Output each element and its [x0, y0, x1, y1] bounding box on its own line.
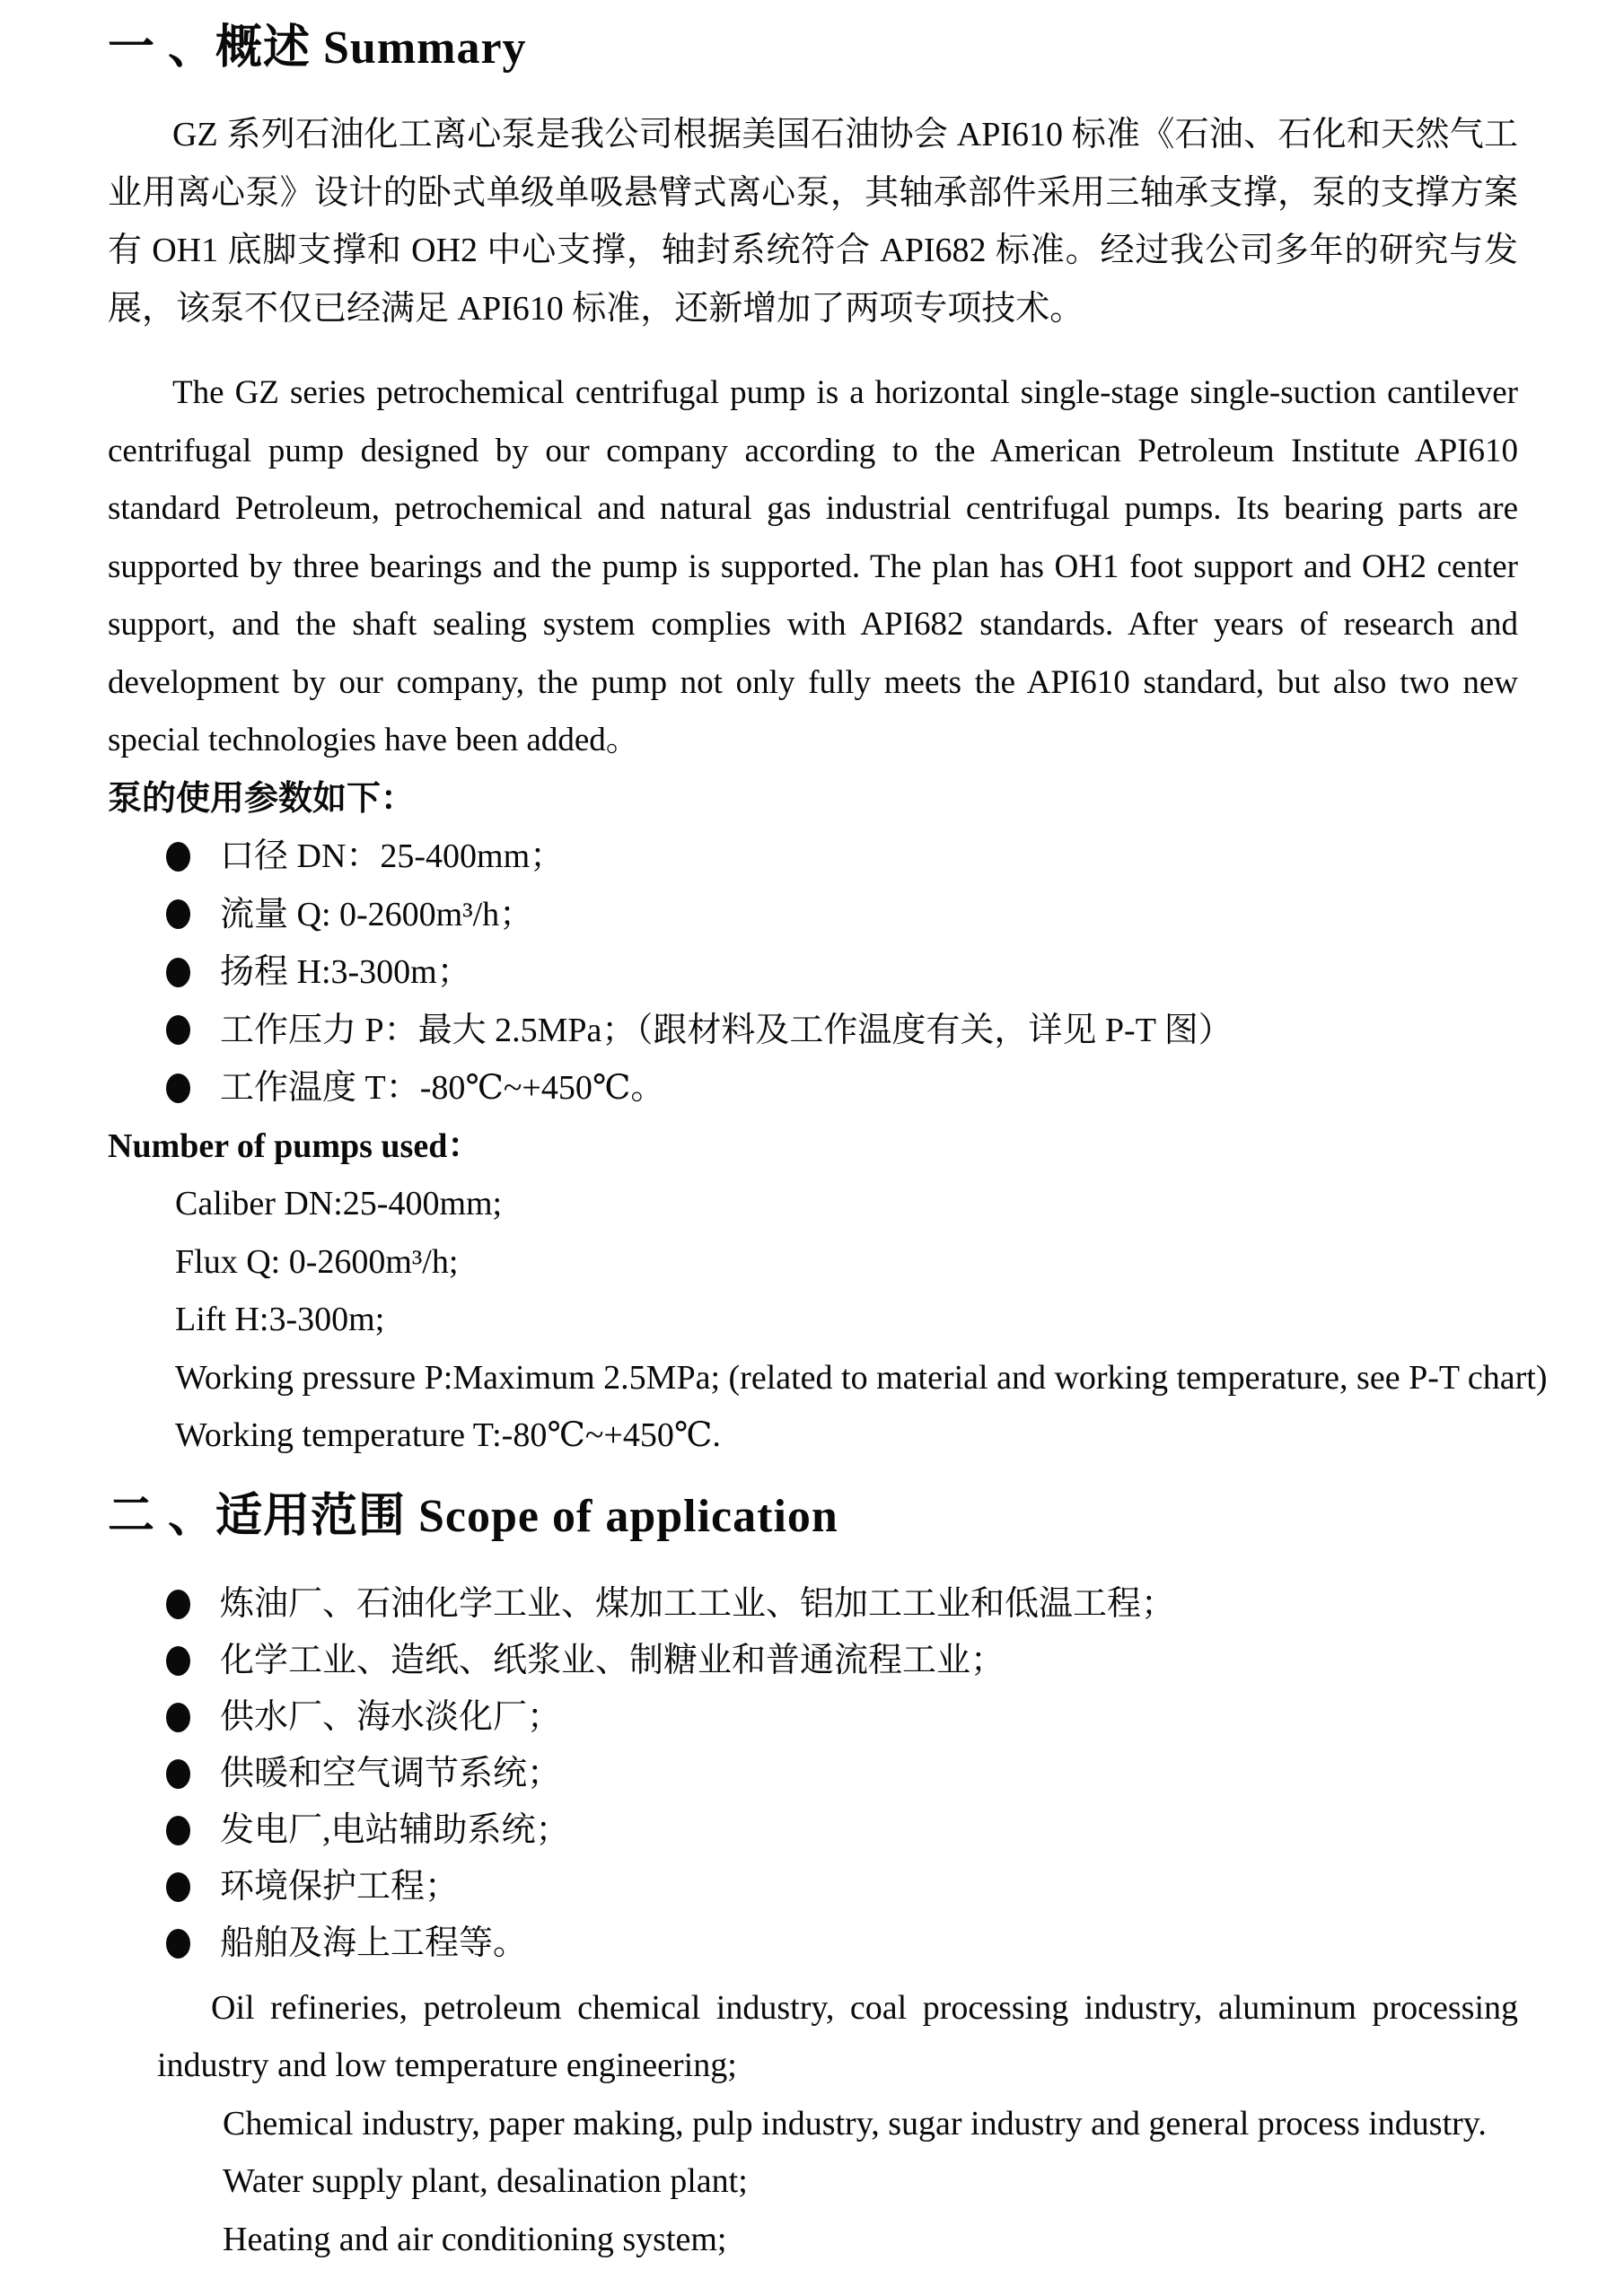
- section2-heading: 二 、适用范围 Scope of application: [108, 1490, 838, 1542]
- section1-paragraph-zh: GZ 系列石油化工离心泵是我公司根据美国石油协会 API610 标准《石油、石化和天然气工业用离心泵》设计的卧式单级单吸悬臂式离心泵，其轴承部件采用三轴承支撑，泵的支撑方案有 OH1 底脚支撑和 OH2 中心支撑，轴封系统符合 API682 标准。经过我公司多年的研究与发展，该泵不仅已经满足 API610 标准，还新增加了两项专项技术。: [108, 116, 1518, 328]
- list-item: [108, 1576, 1518, 1633]
- list-item: [108, 1059, 1518, 1117]
- list-item: [108, 943, 1518, 1002]
- params-zh-label: 泵的使用参数如下：: [108, 779, 416, 818]
- bullet-icon: [166, 1929, 190, 1959]
- scope-en-paragraph: Oil refineries, petroleum chemical industry, coal processing industry, aluminum processing industry and low temperature engineering;: [157, 1988, 1518, 2084]
- scope-zh-text: 供暖和空气调节系统；: [220, 1754, 562, 1792]
- bullet-icon: [166, 842, 190, 872]
- scope-zh-text: 发电厂,电站辅助系统；: [220, 1810, 570, 1849]
- bullet-icon: [166, 1872, 190, 1902]
- scope-zh-text: 供水厂、海水淡化厂；: [220, 1697, 562, 1736]
- scope-zh-text: 化学工业、造纸、纸浆业、制糖业和普通流程工业；: [220, 1641, 1005, 1679]
- list-item: [108, 828, 1518, 886]
- bullet-icon: [166, 899, 190, 929]
- bullet-icon: [166, 1590, 190, 1619]
- params-en-list: [108, 1175, 1548, 1465]
- bullet-icon: [166, 1759, 190, 1789]
- param-zh-text: 工作温度 T：-80℃~+450℃。: [220, 1069, 665, 1107]
- bullet-icon: [166, 1646, 190, 1676]
- list-item: [108, 1633, 1518, 1689]
- list-item: [108, 886, 1518, 944]
- list-item: [108, 1802, 1518, 1859]
- scope-en-line: Chemical industry, paper making, pulp industry, sugar industry and general process industry.: [223, 2104, 1487, 2143]
- param-en-line: Working pressure P:Maximum 2.5MPa; (related to material and working temperature, see P-T chart): [175, 1358, 1548, 1397]
- list-item: [108, 1915, 1518, 1972]
- list-item: [108, 1002, 1518, 1060]
- params-en-label: Number of pumps used：: [108, 1126, 482, 1165]
- list-item: [108, 1746, 1518, 1802]
- scope-zh-text: 船舶及海上工程等。: [220, 1924, 528, 1962]
- scope-en-line: Heating and air conditioning system;: [223, 2220, 727, 2258]
- scope-zh-text: 环境保护工程；: [220, 1867, 460, 1906]
- param-en-line: Lift H:3-300m;: [175, 1301, 385, 1338]
- list-item: [108, 1689, 1518, 1746]
- param-zh-text: 工作压力 P：最大 2.5MPa；（跟材料及工作温度有关，详见 P-T 图）: [220, 1011, 1233, 1049]
- scope-zh-list: [108, 1576, 1518, 1972]
- list-item: [108, 1859, 1518, 1915]
- params-zh-list: [108, 828, 1518, 1117]
- scope-zh-text: 炼油厂、石油化学工业、煤加工工业、铝加工工业和低温工程；: [220, 1584, 1176, 1623]
- param-zh-text: 口径 DN：25-400mm；: [220, 837, 565, 875]
- param-zh-text: 扬程 H:3-300m；: [220, 953, 471, 991]
- section1-paragraph-en: The GZ series petrochemical centrifugal pump is a horizontal single-stage single-suction cantilever centrifugal pump designed by our company according to the American Petroleum Institute API610 standard Petroleum, petrochemical and natural gas industrial centrifugal pumps. Its bearing parts are supported by three bearings and the pump is supported. The plan has OH1 foot support and OH2 center support, and the shaft sealing system complies with API682 standards. After years of research and development by our company, the pump not only fully meets the API610 standard, but also two new special technologies have been added。: [108, 374, 1518, 758]
- bullet-icon: [166, 1015, 190, 1045]
- bullet-icon: [166, 1703, 190, 1732]
- scope-en-line: Water supply plant, desalination plant;: [223, 2162, 748, 2200]
- param-en-line: Flux Q: 0-2600m³/h;: [175, 1242, 459, 1281]
- section1-heading: 一 、概述 Summary: [108, 22, 527, 74]
- bullet-icon: [166, 1816, 190, 1845]
- param-en-line: Caliber DN:25-400mm;: [175, 1185, 503, 1222]
- param-en-line: Working temperature T:-80℃~+450℃.: [175, 1416, 721, 1454]
- bullet-icon: [166, 958, 190, 987]
- param-zh-text: 流量 Q: 0-2600m³/h；: [220, 895, 534, 933]
- bullet-icon: [166, 1074, 190, 1103]
